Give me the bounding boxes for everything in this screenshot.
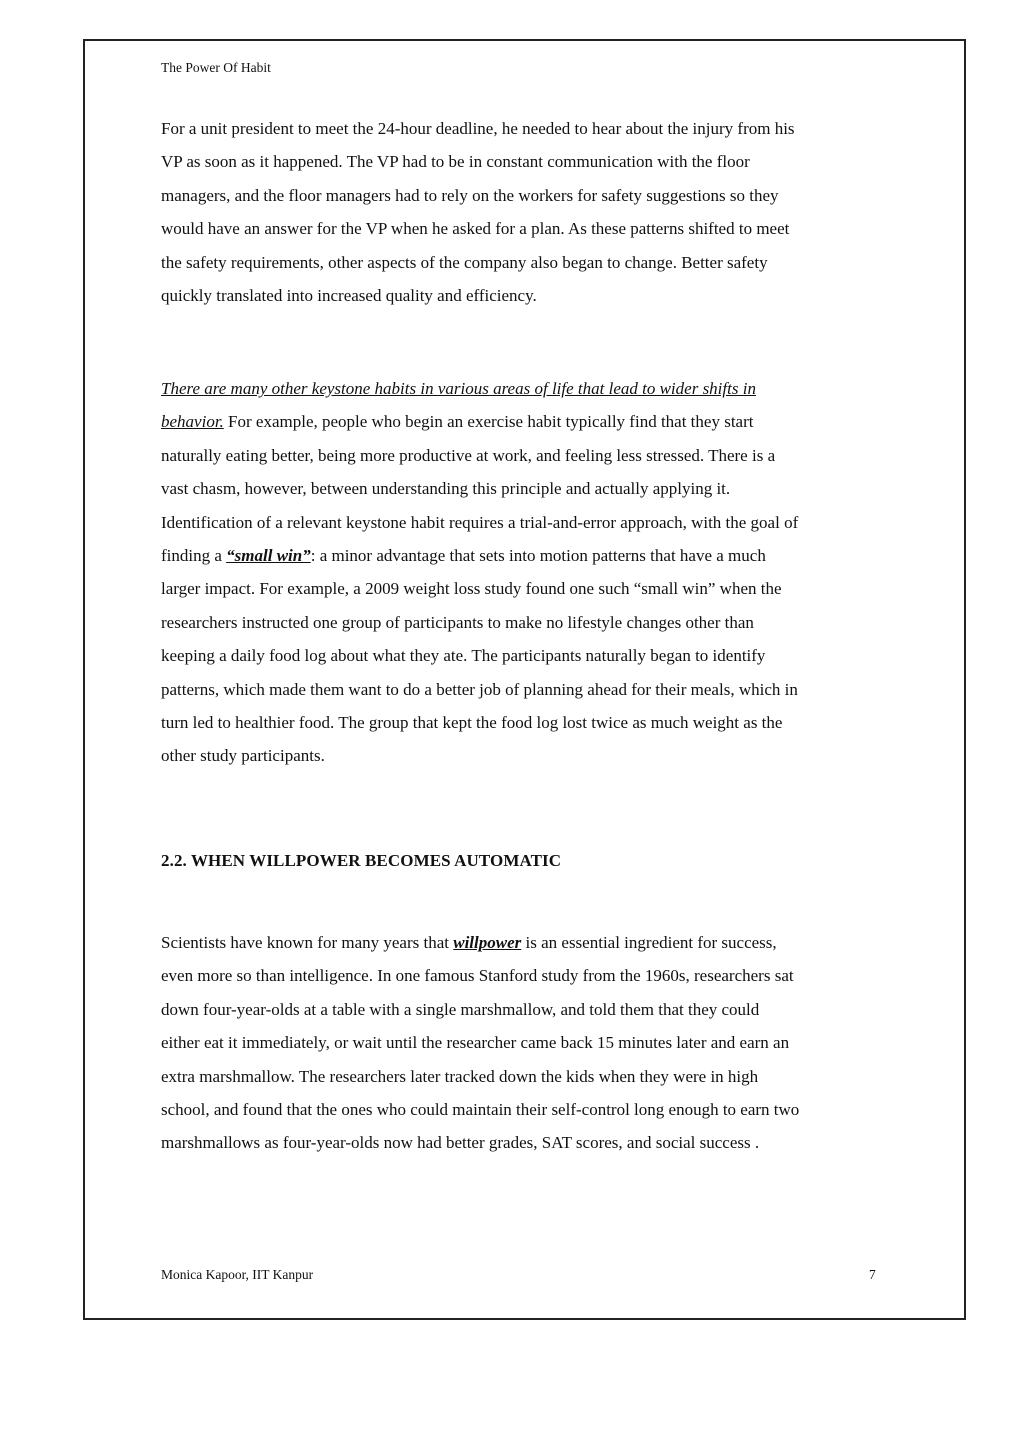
paragraph-line: marshmallows as four-year-olds now had better grades, SAT scores, and social success . — [161, 1133, 760, 1153]
paragraph-line: the safety requirements, other aspects of the company also began to change. Better safety — [161, 252, 768, 272]
paragraph-line: managers, and the floor managers had to rely on the workers for safety suggestions so they — [161, 185, 779, 205]
footer-author: Monica Kapoor, IIT Kanpur — [161, 1267, 314, 1282]
paragraph-line: even more so than intelligence. In one famous Stanford study from the 1960s, researchers sat — [161, 966, 794, 986]
emphasis-text: behavior. — [161, 412, 224, 432]
paragraph-text: : a minor advantage that sets into motion patterns that have a much — [310, 546, 766, 566]
paragraph-line: either eat it immediately, or wait until the researcher came back 15 minutes later and earn an — [161, 1033, 790, 1053]
paragraph-line — [161, 539, 891, 572]
paragraph-willpower — [161, 926, 891, 1160]
paragraph-line: For a unit president to meet the 24-hour deadline, he needed to hear about the injury from his — [161, 119, 795, 138]
paragraph-line — [161, 372, 891, 405]
paragraph-line: quickly translated into increased quality and efficiency. — [161, 286, 537, 306]
paragraph-line: other study participants. — [161, 746, 325, 766]
paragraph-line: down four-year-olds at a table with a single marshmallow, and told them that they could — [161, 999, 760, 1019]
paragraph-line — [161, 405, 891, 438]
paragraph-safety — [161, 112, 891, 312]
small-win-emphasis: “small win” — [226, 546, 311, 566]
paragraph-text: For example, people who begin an exercise habit typically find that they start — [223, 412, 754, 432]
paragraph-line: naturally eating better, being more productive at work, and feeling less stressed. There is a — [161, 445, 776, 465]
paragraph-line: VP as soon as it happened. The VP had to be in constant communication with the floor — [161, 152, 750, 172]
paragraph-line: Identification of a relevant keystone habit requires a trial-and-error approach, with the goal of — [161, 512, 799, 532]
paragraph-line — [161, 926, 891, 959]
emphasis-text: There are many other keystone habits in various areas of life that lead to wider shifts in — [161, 379, 756, 398]
paragraph-line: larger impact. For example, a 2009 weight loss study found one such “small win” when the — [161, 579, 782, 599]
paragraph-line: school, and found that the ones who could maintain their self-control long enough to earn two — [161, 1100, 800, 1120]
paragraph-keystone-habits — [161, 372, 891, 773]
paragraph-line: researchers instructed one group of participants to make no lifestyle changes other than — [161, 612, 754, 632]
paragraph-text: finding a — [161, 546, 227, 566]
paragraph-line: vast chasm, however, between understanding this principle and actually applying it. — [161, 479, 731, 499]
paragraph-line: would have an answer for the VP when he asked for a plan. As these patterns shifted to meet — [161, 219, 790, 239]
paragraph-line: extra marshmallow. The researchers later tracked down the kids when they were in high — [161, 1066, 759, 1086]
page-number: 7 — [869, 1267, 876, 1282]
section-heading: 2.2. WHEN WILLPOWER BECOMES AUTOMATIC — [161, 851, 562, 870]
willpower-emphasis: willpower — [453, 933, 522, 952]
running-header: The Power Of Habit — [161, 60, 271, 75]
paragraph-line: keeping a daily food log about what they ate. The participants naturally began to identify — [161, 646, 766, 666]
paragraph-text: is an essential ingredient for success, — [521, 933, 777, 952]
paragraph-line: turn led to healthier food. The group that kept the food log lost twice as much weight as the — [161, 713, 783, 733]
paragraph-text: Scientists have known for many years that — [161, 933, 454, 952]
paragraph-line: patterns, which made them want to do a better job of planning ahead for their meals, which in — [161, 679, 798, 699]
